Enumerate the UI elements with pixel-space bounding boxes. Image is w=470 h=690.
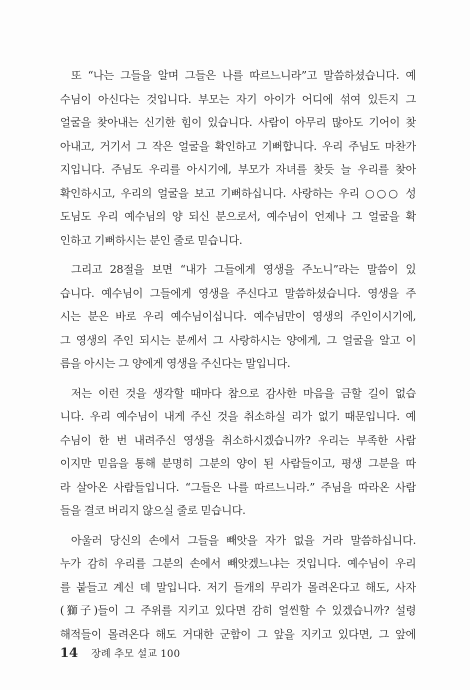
text-line: 또 “나는 그들을 알며 그들은 나를 따르느니라”고 말씀하셨습니다. 예 [71,69,416,82]
text-line: 니다. 우리 예수님이 내게 주신 것을 취소하실 리가 없기 때문입니다. 예 [60,410,416,423]
text-line: 름을 아시는 그 양에게 영생을 주신다는 말입니다. [60,357,291,370]
text-line: 라 살아온 사람들입니다. “그들은 나를 따르느니라.” 주님을 따라온 사람 [60,480,416,494]
text-line: 이지만 믿음을 통해 분명히 그분의 양이 된 사람들이고, 평생 그분을 따 [60,457,416,470]
paragraph-4 [60,529,416,647]
paragraph-3 [60,382,416,523]
text-line: 누가 감히 우리를 그분의 손에서 빼앗겠느냐는 것입니다. 예수님이 우리 [60,557,416,570]
page-number: 14 [60,646,79,661]
text-line: 확인하시고, 우리의 얼굴을 보고 기뻐하십니다. 사랑하는 우리 ○○○ 성 [60,186,416,200]
text-line: 그리고 28절을 보면 “내가 그들에게 영생을 주노니”라는 말씀이 있 [71,263,416,276]
text-line: 수님이 아신다는 것입니다. 부모는 자기 아이가 어디에 섞여 있든지 그 [60,92,416,106]
text-line: 시는 분은 바로 우리 예수님이십니다. 예수님만이 영생의 주인이시기에, [60,310,416,323]
text-line: 얼굴을 찾아내는 신기한 힘이 있습니다. 사람이 아무리 많아도 기어이 찾 [60,116,416,129]
text-line: 그 영생의 주인 되시는 분께서 그 사랑하시는 양에게, 그 얼굴을 알고 이 [60,333,416,347]
book-title: 장례 추모 설교 100 [91,649,181,660]
page-footer [60,642,180,661]
paragraph-2 [60,258,416,376]
text-line: 를 붙들고 계신 데 말입니다. 저기 들개의 무리가 몰려온다고 해도, 사자 [60,580,416,594]
text-line: (獅子)들이 그 주위를 지키고 있다면 감히 얼씬할 수 있겠습니까? 설령 [60,604,416,617]
text-line: 지입니다. 주님도 우리를 아시기에, 부모가 자녀를 찾듯 늘 우리를 찾아 [60,163,416,176]
text-line: 해적들이 몰려온다 해도 거대한 군함이 그 앞을 지키고 있다면, 그 앞에 [60,627,416,641]
text-line: 저는 이런 것을 생각할 때마다 참으로 감사한 마음을 금할 길이 없습 [71,386,416,400]
text-line: 들을 결코 버리지 않으실 줄로 믿습니다. [60,504,246,517]
text-line: 아울러 당신의 손에서 그들을 빼앗을 자가 없을 거라 말씀하십니다. [71,533,416,547]
text-line: 인하고 기뻐하시는 분인 줄로 믿습니다. [60,233,243,247]
body-text [60,64,416,652]
text-line: 도님도 우리 예수님의 양 되신 분으로서, 예수님이 언제나 그 얼굴을 확 [60,210,416,223]
paragraph-1 [60,64,416,252]
text-line: 수님이 한 번 내려주신 영생을 취소하시겠습니까? 우리는 부족한 사람 [60,433,416,447]
text-line: 아내고, 거기서 그 작은 얼굴을 확인하고 기뻐합니다. 우리 주님도 마찬가 [60,139,416,153]
text-line: 습니다. 예수님이 그들에게 영생을 주신다고 말씀하셨습니다. 영생을 주 [60,286,416,300]
